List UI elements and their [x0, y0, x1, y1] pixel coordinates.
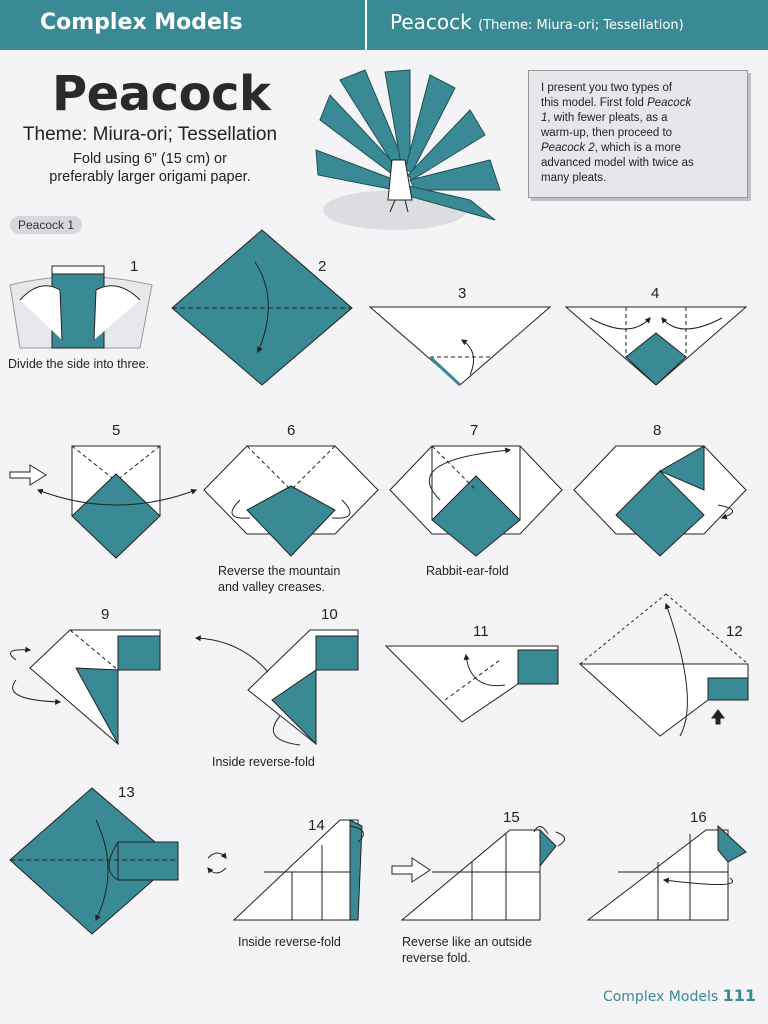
- step16-diagram: [588, 826, 746, 920]
- step8-diagram: [574, 446, 746, 556]
- header-subtitle: (Theme: Miura-ori; Tessellation): [478, 18, 684, 33]
- step-number: 12: [726, 623, 743, 640]
- step14-diagram: [234, 820, 363, 920]
- step-number: 4: [651, 285, 660, 302]
- step-number: 5: [112, 422, 121, 439]
- caption-step1: Divide the side into three.: [8, 357, 150, 371]
- step-number: 16: [690, 809, 707, 826]
- step13-diagram: [10, 788, 178, 934]
- header-section: Complex Models: [40, 10, 243, 35]
- note-italic: 1: [541, 112, 548, 124]
- header-title-text: Peacock: [390, 10, 472, 34]
- caption-step7: Rabbit-ear-fold: [426, 564, 509, 578]
- step1-diagram: [10, 266, 152, 348]
- step-number: 11: [473, 623, 489, 640]
- step-number: 15: [503, 809, 520, 826]
- note-span: , with fewer pleats, as a: [547, 112, 668, 124]
- step-number: 6: [287, 422, 296, 439]
- step12-diagram: [580, 594, 748, 736]
- page-footer: [603, 986, 756, 1005]
- section-label: Peacock 1: [10, 216, 82, 234]
- caption-line: reverse fold.: [402, 951, 471, 965]
- instruction-line-1: Fold using 6” (15 cm) or: [73, 151, 227, 167]
- step5-diagram: [10, 446, 196, 558]
- note-line: many pleats.: [541, 172, 607, 184]
- step11-diagram: [386, 646, 558, 722]
- caption-line: Reverse the mountain: [218, 564, 341, 578]
- rotate-symbol: [208, 853, 226, 873]
- step9-diagram: [10, 630, 160, 744]
- instruction-line-2: preferably larger origami paper.: [49, 169, 251, 185]
- step-number: 14: [308, 817, 325, 834]
- note-italic: Peacock 2: [541, 142, 595, 154]
- note-line: advanced model with twice as: [541, 157, 694, 169]
- step3-diagram: [370, 307, 550, 385]
- caption-step15: [402, 934, 532, 966]
- step-number: 13: [118, 784, 135, 801]
- step-number: 3: [458, 285, 467, 302]
- footer-section: Complex Models: [602, 989, 719, 1005]
- step2-diagram: [172, 230, 352, 385]
- caption-step10: Inside reverse-fold: [212, 755, 315, 769]
- step15-diagram: [392, 826, 565, 920]
- note-line: I present you two types of: [541, 82, 673, 94]
- step-number: 1: [130, 258, 139, 275]
- note-span: this model. First fold: [541, 97, 648, 109]
- caption-step14: Inside reverse-fold: [238, 935, 341, 949]
- peacock-illustration: [316, 70, 500, 230]
- step-number: 10: [321, 606, 338, 623]
- step4-diagram: [566, 307, 746, 385]
- step7-diagram: [390, 446, 562, 556]
- step10-diagram: [196, 630, 358, 745]
- page-number: 111: [722, 986, 756, 1005]
- step-number: 9: [101, 606, 110, 623]
- step-number: 2: [318, 258, 327, 275]
- caption-step6: [218, 563, 340, 595]
- step-number: 8: [653, 422, 662, 439]
- note-span: , which is a more: [594, 142, 681, 154]
- note-italic: Peacock: [647, 97, 692, 109]
- model-title: Peacock: [52, 66, 271, 122]
- caption-line: and valley creases.: [218, 580, 326, 594]
- step6-diagram: [204, 446, 378, 556]
- note-line: warm-up, then proceed to: [541, 127, 673, 139]
- step-number: 7: [470, 422, 479, 439]
- model-theme: Theme: Miura-ori; Tessellation: [22, 124, 278, 145]
- caption-line: Reverse like an outside: [402, 935, 532, 949]
